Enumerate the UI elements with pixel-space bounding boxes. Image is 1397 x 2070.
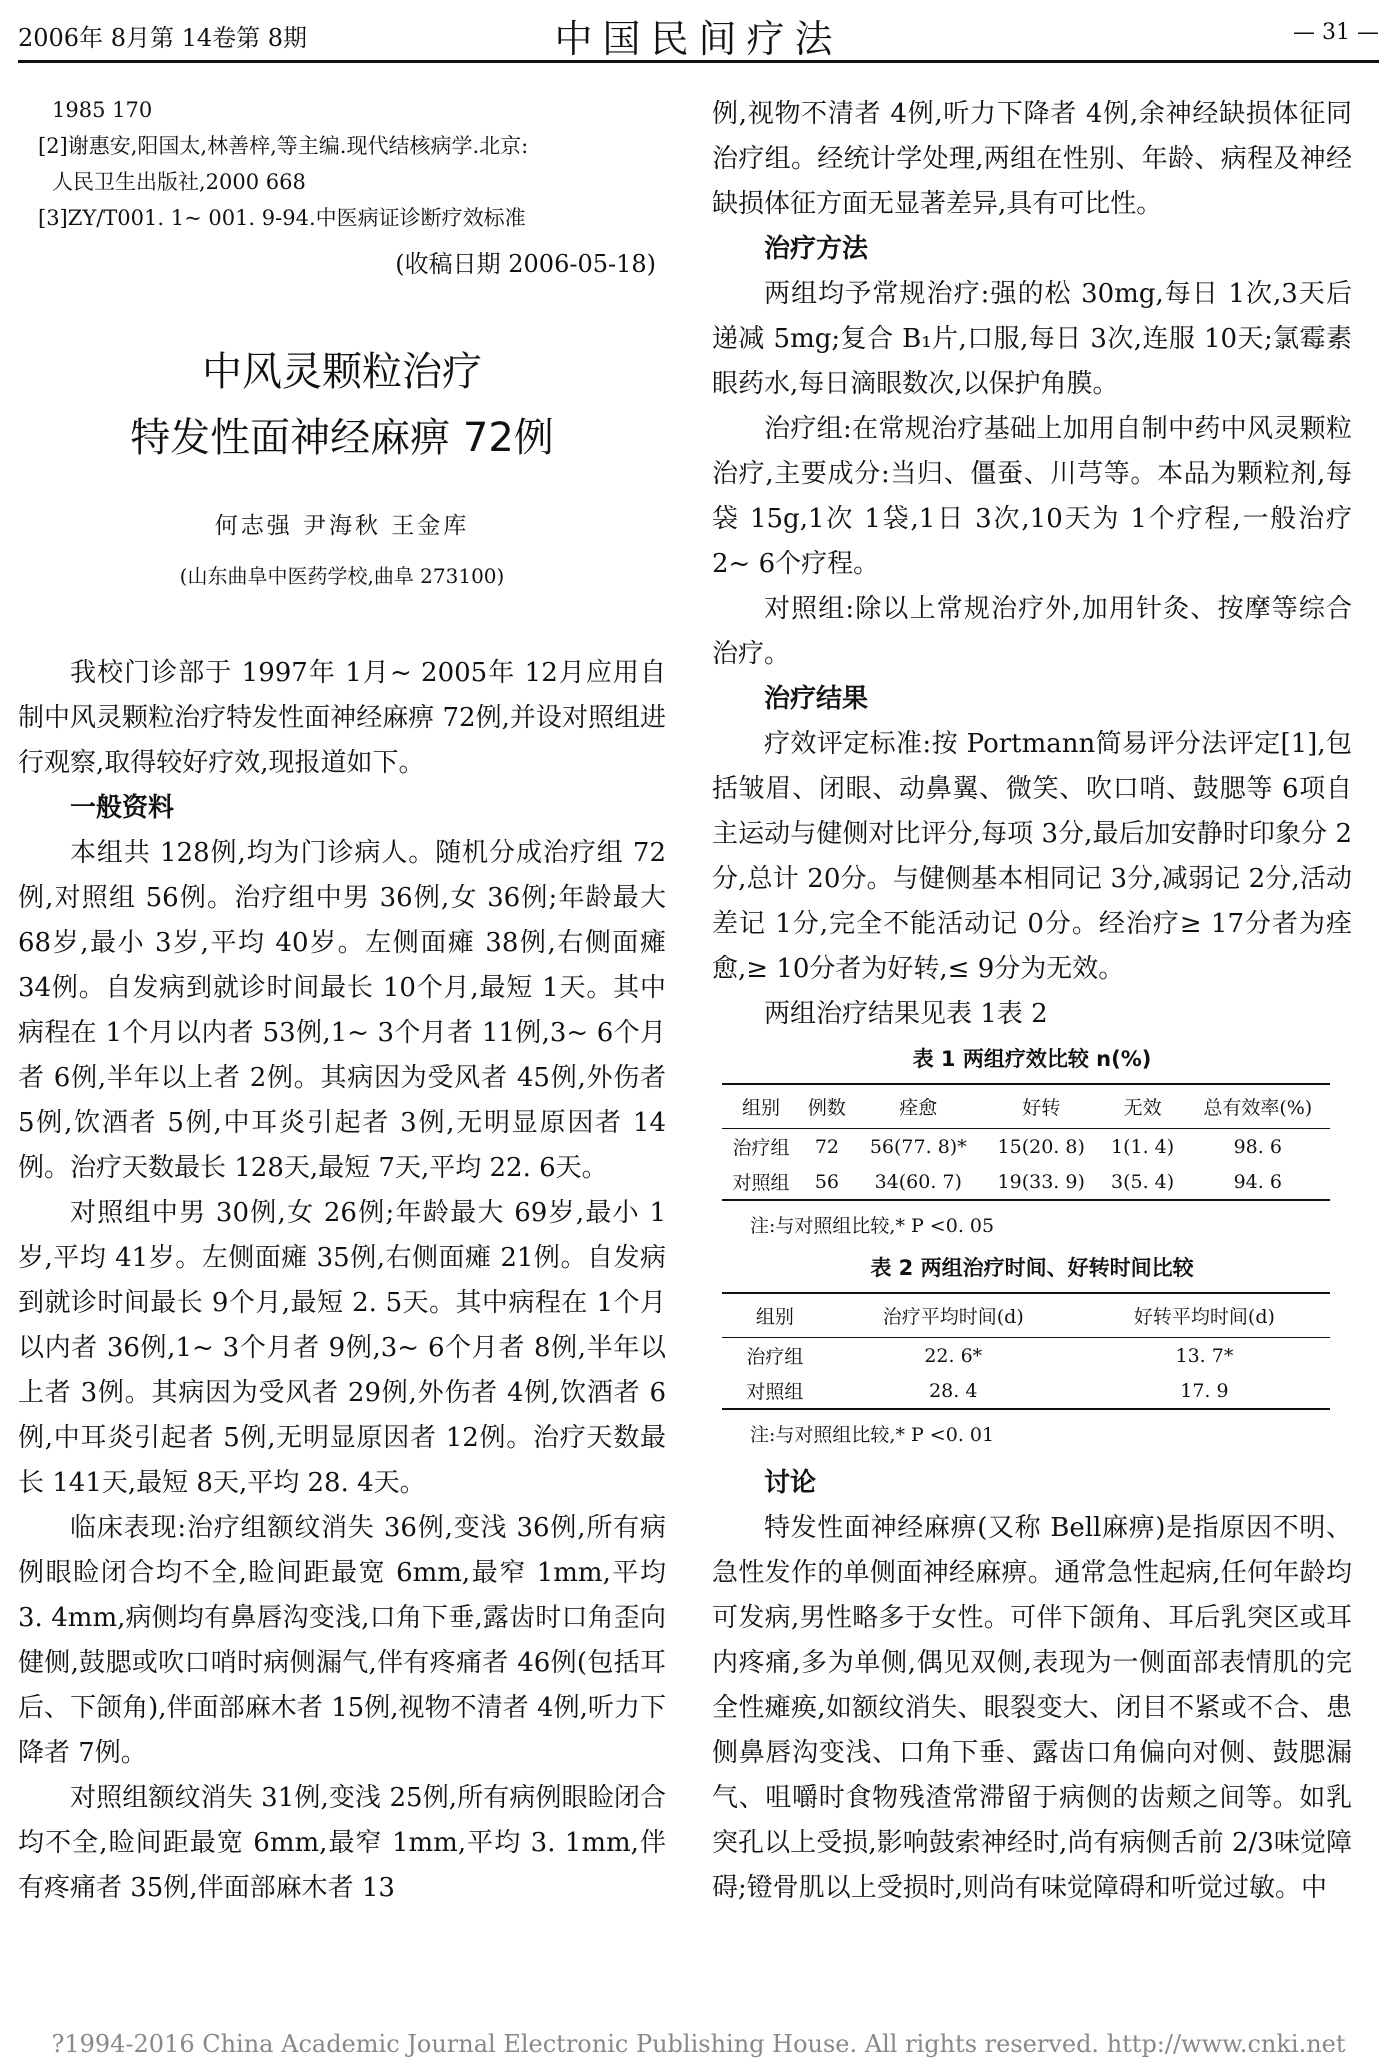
paragraph: 两组均予常规治疗:强的松 30mg,每日 1次,3天后递减 5mg;复合 B₁片,口服,每日 3次,连服 10天;氯霉素眼药水,每日滴眼数次,以保护角膜。 [712,279,1352,399]
table-cell: 治疗组 [746,1346,804,1368]
table-row [722,1338,1330,1374]
title-line-1: 中风灵颗粒治疗 [202,349,482,395]
paragraph: 对照组:除以上常规治疗外,加用针灸、按摩等综合治疗。 [712,594,1352,669]
section-heading: 一般资料 [70,793,175,823]
affiliation: (山东曲阜中医药学校,曲阜 273100) [179,564,505,588]
section-heading: 讨论 [764,1468,817,1498]
table-cell: 22. 6* [924,1344,983,1367]
table-row [722,1129,1330,1165]
copyright-footer: ?1994-2016 China Academic Journal Electronic Publishing House. All rights reserved. http://www.cnki.net [51,2030,1346,2058]
journal-name: 中国民间疗法 [554,17,843,61]
page-number: — 31 — [1293,20,1379,45]
paragraph: 对照组额纹消失 31例,变浅 25例,所有病例眼睑闭合均不全,睑间距最宽 6mm,最窄 1mm,平均 3. 1mm,伴有疼痛者 35例,伴面部麻木者 13 [18,1783,666,1903]
table-header: 总有效率(%) [1186,1084,1330,1129]
authors: 何志强 尹海秋 王金库 [214,513,470,539]
paragraph: 治疗组:在常规治疗基础上加用自制中药中风灵颗粒治疗,主要成分:当归、僵蚕、川芎等。本品为颗粒剂,每袋 15g,1次 1袋,1日 3次,10天为 1个疗程,一般治疗 2~ 6个疗程。 [712,414,1352,579]
paragraph: 特发性面神经麻痹(又称 Bell麻痹)是指原因不明、急性发作的单侧面神经麻痹。通常急性起病,任何年龄均可发病,男性略多于女性。可伴下颌角、耳后乳突区或耳内疼痛,多为单侧,偶见双侧,表现为一侧面部表情肌的完全性瘫痪,如额纹消失、眼裂变大、闭目不紧或不合、患侧鼻唇沟变浅、口角下垂、露齿口角偏向对侧、鼓腮漏气、咀嚼时食物残渣常滞留于病侧的齿颊之间等。如乳突孔以上受损,影响鼓索神经时,尚有病侧舌前 2/3味觉障碍;镫骨肌以上受损时,则尚有味觉障碍和听觉过敏。中 [712,1513,1352,1903]
table-header: 好转 [983,1084,1100,1129]
paragraph: 两组治疗结果见表 1表 2 [764,999,1048,1029]
reference-line: 人民卫生出版社,2000 668 [52,170,306,194]
table-1-note: 注:与对照组比较,* P <0. 05 [750,1215,995,1237]
table-cell: 15(20. 8) [997,1135,1085,1158]
table-cell: 17. 9 [1079,1373,1330,1409]
table-cell: 98. 6 [1233,1135,1282,1158]
table-cell: 3(5. 4) [1100,1164,1186,1200]
table-1-caption: 表 1 两组疗效比较 n(%) [912,1047,1152,1071]
intro-paragraph: 我校门诊部于 1997年 1月~ 2005年 12月应用自制中风灵颗粒治疗特发性面神经麻痹 72例,并设对照组进行观察,取得较好疗效,现报道如下。 [18,658,666,778]
right-column [712,92,1352,1911]
table-cell: 对照组 [722,1373,828,1409]
table-row [722,1164,1330,1200]
table-2 [722,1292,1330,1410]
table-header: 治疗平均时间(d) [828,1293,1079,1338]
reference-line: [2]谢惠安,阳国太,林善梓,等主编.现代结核病学.北京: [38,134,529,158]
paragraph: 临床表现:治疗组额纹消失 36例,变浅 36例,所有病例眼睑闭合均不全,睑间距最宽 6mm,最窄 1mm,平均 3. 4mm,病侧均有鼻唇沟变浅,口角下垂,露齿时口角歪向健侧,鼓腮或吹口哨时病侧漏气,伴有疼痛者 46例(包括耳后、下颌角),伴面部麻木者 15例,视物不清者 4例,听力下降者 7例。 [18,1513,666,1768]
article-title [18,339,666,471]
page-header [18,6,1379,62]
table-cell: 56 [800,1164,854,1200]
reference-line: [3]ZY/T001. 1~ 001. 9-94.中医病证诊断疗效标准 [38,206,526,230]
paragraph: 疗效评定标准:按 Portmann简易评分法评定[1],包括皱眉、闭眼、动鼻翼、微笑、吹口哨、鼓腮等 6项自主运动与健侧对比评分,每项 3分,最后加安静时印象分 2分,总计 20分。与健侧基本相同记 3分,减弱记 2分,活动差记 1分,完全不能活动记 0分。经治疗≥ 17分者为痊愈,≥ 10分者为好转,≤ 9分为无效。 [712,729,1352,984]
table-cell: 72 [814,1135,839,1158]
table-row [722,1373,1330,1409]
table-header: 好转平均时间(d) [1079,1293,1330,1338]
reference-line: 1985 170 [52,98,153,122]
table-cell: 56(77. 8)* [869,1135,967,1158]
table-header: 痊愈 [854,1084,983,1129]
table-2-caption: 表 2 两组治疗时间、好转时间比较 [870,1256,1194,1280]
table-2-note: 注:与对照组比较,* P <0. 01 [750,1424,995,1446]
paragraph: 对照组中男 30例,女 26例;年龄最大 69岁,最小 1岁,平均 41岁。左侧面瘫 35例,右侧面瘫 21例。自发病到就诊时间最长 9个月,最短 2. 5天。其中病程在 1个月以内者 36例,1~ 3个月者 9例,3~ 6个月者 8例,半年以上者 3例。其病因为受风者 29例,外伤者 4例,饮酒者 6例,中耳炎引起者 5例,无明显原因者 12例。治疗天数最长 141天,最短 8天,平均 28. 4天。 [18,1198,666,1498]
table-header: 无效 [1100,1084,1186,1129]
table-cell: 治疗组 [732,1137,790,1159]
table-cell: 19(33. 9) [983,1164,1100,1200]
table-header: 组别 [722,1084,800,1129]
table-cell: 34(60. 7) [854,1164,983,1200]
table-cell: 28. 4 [828,1373,1079,1409]
header-rule [18,60,1379,63]
section-heading: 治疗结果 [764,684,869,714]
paragraph: 例,视物不清者 4例,听力下降者 4例,余神经缺损体征同治疗组。经统计学处理,两组在性别、年龄、病程及神经缺损体征方面无显著差异,具有可比性。 [712,99,1352,219]
journal-issue: 2006年 8月第 14卷第 8期 [18,24,308,52]
left-column [18,92,666,1911]
table-cell: 13. 7* [1175,1344,1234,1367]
section-heading: 治疗方法 [764,234,869,264]
table-header: 组别 [722,1293,828,1338]
title-line-2: 特发性面神经麻痹 72例 [130,415,554,461]
table-1 [722,1083,1330,1201]
table-header: 例数 [800,1084,854,1129]
received-date: (收稿日期 2006-05-18) [395,250,656,278]
table-cell: 94. 6 [1186,1164,1330,1200]
paragraph: 本组共 128例,均为门诊病人。随机分成治疗组 72例,对照组 56例。治疗组中男 36例,女 36例;年龄最大 68岁,最小 3岁,平均 40岁。左侧面瘫 38例,右侧面瘫 34例。自发病到就诊时间最长 10个月,最短 1天。其中病程在 1个月以内者 53例,1~ 3个月者 11例,3~ 6个月者 6例,半年以上者 2例。其病因为受风者 45例,外伤者 5例,饮酒者 5例,中耳炎引起者 3例,无明显原因者 14例。治疗天数最长 128天,最短 7天,平均 22. 6天。 [18,838,666,1183]
table-cell: 1(1. 4) [1111,1135,1175,1158]
table-cell: 对照组 [722,1164,800,1200]
